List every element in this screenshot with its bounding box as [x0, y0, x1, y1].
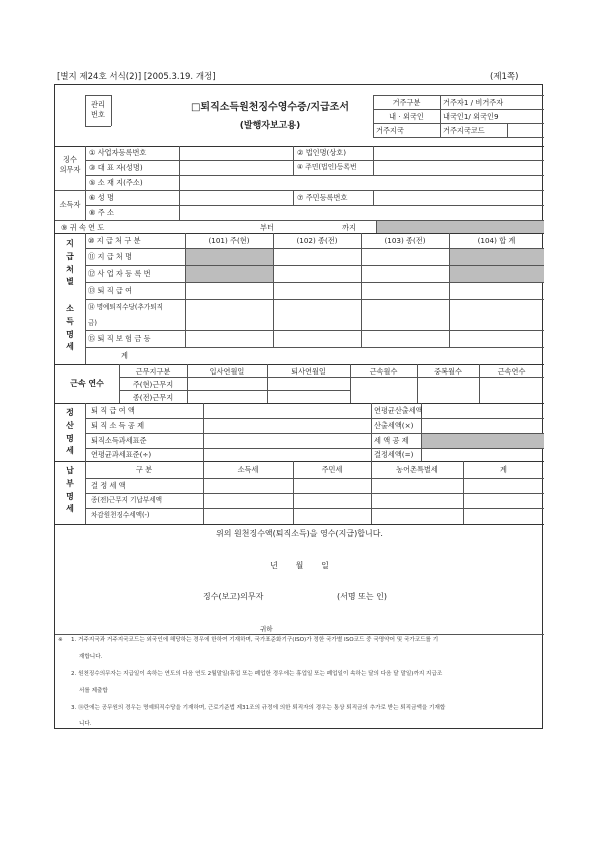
representative-label: ③ 대 표 자(성명) [89, 163, 143, 172]
mgmt-number-label: 관리 번호 [91, 100, 105, 120]
business-reg-no-label: ① 사업자등록번호 [89, 148, 147, 157]
withholding-receipt-form [54, 84, 543, 729]
tax-col-total: 계 [500, 465, 507, 474]
tenure-col-years: 근속연수 [497, 367, 526, 376]
issue-date-label: 년 월 일 [270, 561, 329, 570]
calc-section-label: 정 산 명 세 [66, 408, 74, 456]
tax-row-prepaid: 종(전)근무지 기납부세액 [91, 496, 162, 504]
recipient-name-label: ⑥ 성 명 [89, 193, 114, 202]
tax-section-label: 납 부 명 세 [66, 466, 74, 514]
tax-col-income: 소득세 [237, 465, 259, 474]
payment-section-label: 지 급 처 별 [66, 239, 74, 287]
tax-col-rural: 농어촌특별세 [396, 465, 438, 474]
tenure-row-previous: 종(전)근무지 [132, 393, 174, 402]
recipient-address-label: ⑧ 주 소 [89, 208, 114, 217]
col-103: (103) 종(전) [384, 236, 426, 245]
notes-mark: ※ [58, 637, 63, 643]
col-102: (102) 종(전) [296, 236, 338, 245]
withholder-section-label: 징수 의무자 [59, 155, 81, 175]
tax-credit-label: 세 액 공 제 [374, 436, 409, 445]
form-reference: [별지 제24호 서식(2)] [2005.3.19. 개정] [57, 72, 216, 82]
tax-col-resident: 주민세 [321, 465, 343, 474]
note-1-cont: 재합니다. [79, 654, 103, 660]
residency-label: 거주구분 [392, 98, 421, 107]
honorary-retirement-label-cont: 금) [88, 319, 97, 327]
tenure-row-current: 주(현)근무지 [132, 380, 174, 389]
form-subtitle: (발행자보고용) [239, 121, 301, 131]
addressee-label: 귀하 [260, 625, 273, 633]
form-title: □퇴직소득원천징수영수증/지급조서 [190, 102, 349, 113]
calculated-tax-label: 산출세액(×) [374, 421, 414, 430]
col-101: (101) 주(현) [208, 236, 250, 245]
period-shaded-cell [376, 221, 544, 233]
signature-label: (서명 또는 인) [337, 592, 387, 601]
nationality-label: 내 · 외국인 [389, 112, 424, 121]
period-from-label: 부터 [260, 223, 274, 232]
attribution-year-label: ⑨ 귀 속 연 도 [61, 223, 105, 232]
retirement-insurance-label: ⑮ 퇴 직 보 험 금 등 [88, 334, 151, 343]
country-code-label: 거주지국코드 [443, 126, 485, 135]
tenure-col-workplace: 근무지구분 [135, 367, 171, 376]
recipient-section-label: 소득자 [59, 200, 81, 209]
honorary-retirement-label: ⑭ 명예퇴직수당(추가퇴직 [88, 303, 163, 311]
tax-row-withholding: 차감원천징수세액(-) [91, 511, 150, 519]
tenure-col-overlap: 중복월수 [434, 367, 462, 376]
tax-col-category: 구 분 [135, 465, 153, 474]
note-2: 2. 원천징수의무자는 지급일이 속하는 연도의 다음 연도 2월말일(휴업 또는 폐업한 경우에는 휴업일 또는 폐업일이 속하는 달의 다음 달 말일)까지 지급조 [71, 671, 443, 677]
mgmt-box-right [111, 95, 112, 126]
note-1: 1. 거주지국과 거주지국코드는 외국인에 해당하는 경우에 한하여 기재하며, 국가표준화기구(ISO)가 정한 국가별 ISO코드 중 국명약어 및 국가코드를 기 [71, 637, 439, 643]
note-3-cont: 니다. [79, 721, 92, 727]
nationality-value: 내국인1/ 외국인9 [443, 112, 499, 121]
period-to-label: 까지 [342, 223, 356, 232]
retirement-pay-label: ⑬ 퇴 직 급 여 [88, 286, 133, 295]
col-104: (104) 합 계 [477, 236, 516, 245]
page-number: (제1쪽) [490, 72, 519, 82]
payment-total-label: 계 [121, 351, 128, 360]
withholder-signer-label: 징수(보고)의무자 [203, 592, 264, 601]
final-tax-label: 결정세액(=) [374, 450, 414, 459]
tenure-col-leave-date: 퇴사연월일 [291, 367, 326, 376]
retirement-deduction-label: 퇴 직 소 득 공 제 [91, 421, 145, 430]
income-section-label: 소 득 명 세 [66, 304, 74, 352]
resident-reg-no-label: ⑦ 주민등록번호 [297, 193, 348, 202]
residency-value: 거주자1 / 비거주자 [443, 98, 504, 107]
tax-base-label: 퇴직소득과세표준 [91, 436, 147, 445]
retirement-amount-label: 퇴 직 급 여 액 [91, 406, 135, 415]
avg-calculated-tax-label: 연평균산출세액 [374, 406, 423, 415]
tax-row-determined: 결 정 세 액 [91, 481, 126, 490]
corp-reg-no-label: ④ 주민(법인)등록번 [297, 163, 357, 171]
tenure-section-label: 근속 연수 [70, 379, 104, 388]
country-label: 거주지국 [376, 126, 404, 135]
note-3: 3. ⑭란에는 공무원의 경우는 명예퇴직수당을 기재하며, 근로기준법 제31조의 규정에 의한 퇴직자의 경우는 통상 퇴직금의 추가로 받는 퇴직금액을 기재합 [71, 705, 446, 711]
receipt-statement: 위의 원천징수액(퇴직소득)을 영수(지급)합니다. [216, 529, 383, 538]
payer-reg-no-label: ⑫ 사 업 자 등 록 번 [88, 269, 151, 278]
note-2-cont: 서를 제출합 [79, 688, 108, 694]
corp-name-label: ② 법인명(상호) [297, 148, 347, 157]
address-label: ⑤ 소 재 지(주소) [89, 178, 143, 187]
payer-type-label: ⑩ 지 급 처 구 분 [88, 236, 141, 245]
tenure-col-hire-date: 입사연월일 [209, 367, 245, 376]
payer-name-label: ⑪ 지 급 처 명 [88, 252, 133, 261]
avg-tax-base-label: 연평균과세표준(÷) [91, 450, 152, 459]
tenure-col-months: 근속월수 [369, 367, 398, 376]
